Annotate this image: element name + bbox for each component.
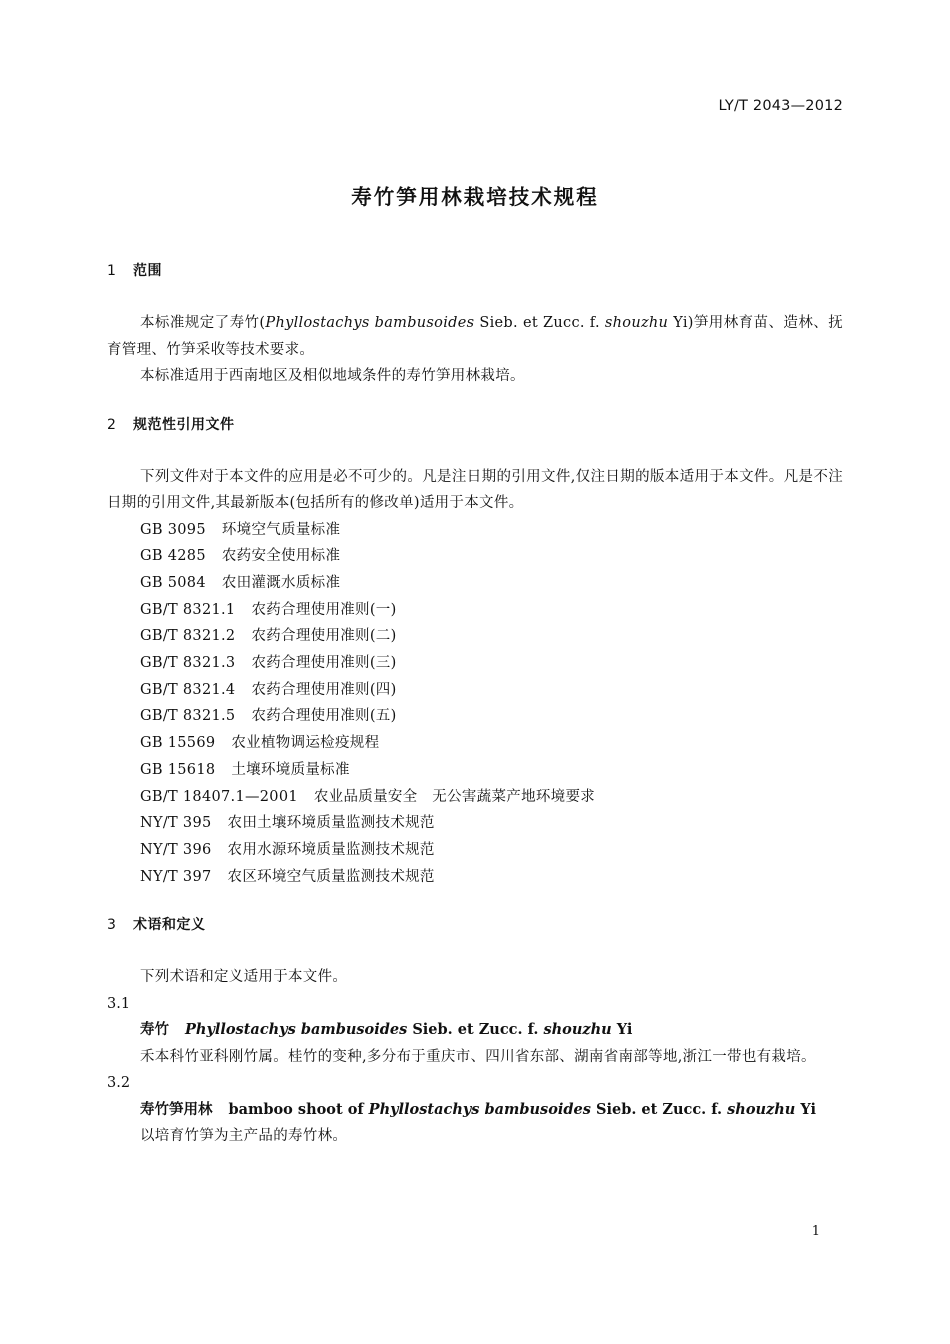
section-number: 2 [107,416,117,433]
reference-item: NY/T 395 农田土壤环境质量监测技术规范 [140,815,435,832]
reference-list [107,517,843,891]
section-1-heading [107,259,843,283]
term-definition: 禾本科竹亚科刚竹属。桂竹的变种,多分布于重庆市、四川省东部、湖南省南部等地,浙江一带也有栽培。 [140,1048,816,1065]
latin-name: Phyllostachys bambusoides [265,315,475,331]
term-name: 寿竹笋用林 bamboo shoot of Phyllostachys bambusoides Sieb. et Zucc. f. shouzhu Yi [140,1100,817,1118]
reference-item: GB 5084 农田灌溉水质标准 [140,574,341,591]
reference-item: GB/T 8321.1 农药合理使用准则(一) [140,601,397,618]
section-title: 规范性引用文件 [133,416,235,433]
reference-item: GB/T 8321.3 农药合理使用准则(三) [140,655,397,672]
reference-item: GB/T 8321.4 农药合理使用准则(四) [140,681,397,698]
terms-intro: 下列术语和定义适用于本文件。 [140,969,348,986]
section-title: 范围 [133,263,162,279]
scope-paragraph-1: 本标准规定了寿竹(Phyllostachys bambusoides Sieb. et Zucc. f. shouzhu Yi)笋用林育苗、造林、抚育管理、竹笋采收等技术要求。 [107,315,844,358]
references-intro: 下列文件对于本文件的应用是必不可少的。凡是注日期的引用文件,仅注日期的版本适用于本文件。凡是不注日期的引用文件,其最新版本(包括所有的修改单)适用于本文件。 [107,468,843,511]
section-2-heading [107,413,843,437]
variety-name: shouzhu [604,315,669,331]
term-number: 3.1 [107,995,131,1012]
standard-code: LY/T 2043—2012 [718,98,843,114]
page-number: 1 [811,1224,820,1239]
reference-item: GB 15569 农业植物调运检疫规程 [140,735,380,752]
reference-item: GB/T 8321.5 农药合理使用准则(五) [140,708,397,725]
document-title: 寿竹笋用林栽培技术规程 [351,185,599,209]
term-number: 3.2 [107,1075,131,1092]
reference-item: GB/T 8321.2 农药合理使用准则(二) [140,628,397,645]
section-3-heading [107,913,843,937]
document-body [107,259,843,1150]
reference-item: GB 15618 土壤环境质量标准 [140,761,350,778]
reference-item: GB/T 18407.1—2001 农业品质量安全 无公害蔬菜产地环境要求 [140,788,596,805]
reference-item: GB 4285 农药安全使用标准 [140,548,341,565]
section-number: 1 [107,263,117,279]
term-name: 寿竹 Phyllostachys bambusoides Sieb. et Zucc. f. shouzhu Yi [140,1021,633,1039]
scope-paragraph-2: 本标准适用于西南地区及相似地域条件的寿竹笋用林栽培。 [140,368,525,384]
section-title: 术语和定义 [133,917,206,934]
reference-item: NY/T 397 农区环境空气质量监测技术规范 [140,868,435,885]
term-definition: 以培育竹笋为主产品的寿竹林。 [140,1128,348,1145]
reference-item: GB 3095 环境空气质量标准 [140,521,341,538]
section-number: 3 [107,917,117,934]
reference-item: NY/T 396 农用水源环境质量监测技术规范 [140,841,435,858]
